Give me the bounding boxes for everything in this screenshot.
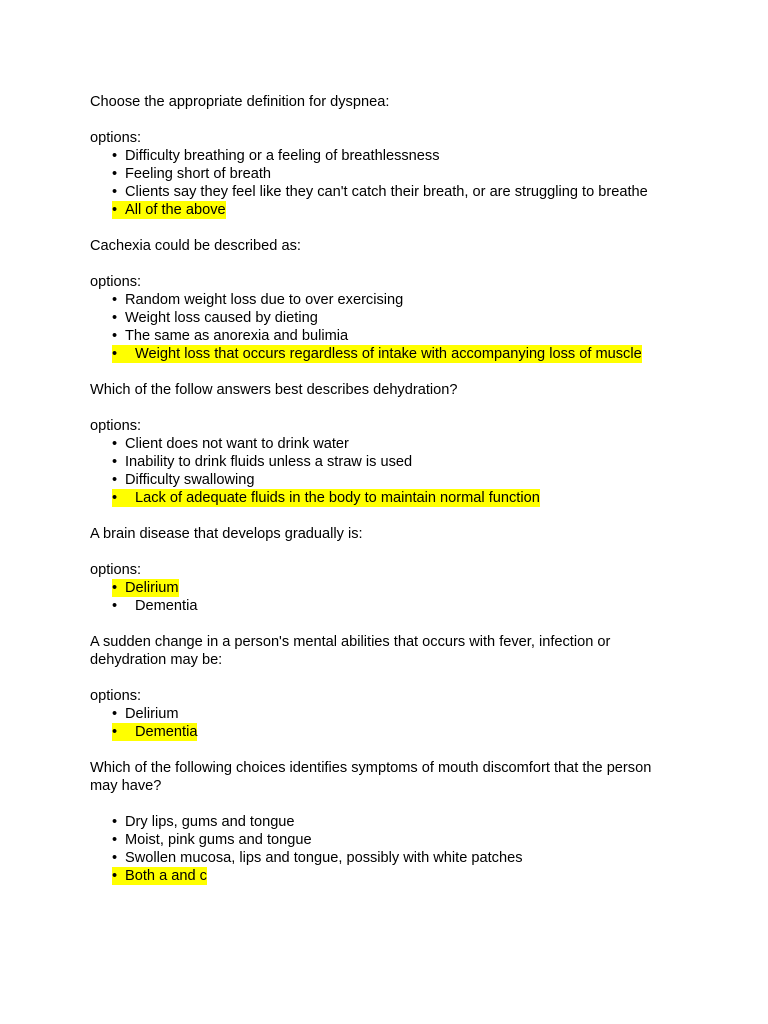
list-item [112, 291, 690, 309]
options-list [90, 291, 690, 363]
list-item [112, 309, 690, 327]
question-prompt-line1: Which of the following choices identifies symptoms of mouth discomfort that the person [90, 760, 652, 776]
list-item [112, 183, 690, 201]
question-6 [90, 759, 690, 885]
question-4 [90, 525, 690, 615]
option-text: Difficulty swallowing [125, 472, 255, 488]
options-list [90, 147, 690, 219]
option-text: Dementia [135, 598, 198, 614]
options-list [90, 813, 690, 885]
options-label: options: [90, 130, 142, 146]
option-text: Random weight loss due to over exercising [125, 292, 404, 308]
option-text: Client does not want to drink water [125, 436, 349, 452]
options-label: options: [90, 418, 142, 434]
option-text: Dry lips, gums and tongue [125, 814, 295, 830]
highlight-mark [112, 489, 540, 507]
list-item [112, 849, 690, 867]
highlight-mark [112, 723, 197, 741]
bullet-icon: • [112, 292, 118, 308]
bullet-icon: • [112, 328, 118, 344]
options-list [90, 579, 690, 615]
question-prompt-line1: A sudden change in a person's mental abilities that occurs with fever, infection or [90, 634, 611, 650]
list-item [112, 705, 690, 723]
list-item-highlighted [112, 201, 690, 219]
bullet-icon: • [112, 724, 118, 740]
option-text: Weight loss that occurs regardless of intake with accompanying loss of muscle [135, 346, 642, 362]
option-text: Feeling short of breath [125, 166, 272, 182]
option-text: Delirium [125, 580, 179, 596]
bullet-icon: • [112, 202, 118, 218]
question-3 [90, 381, 690, 507]
bullet-icon: • [112, 310, 118, 326]
list-item [112, 597, 690, 615]
bullet-icon: • [112, 814, 118, 830]
option-text: Difficulty breathing or a feeling of breathlessness [125, 148, 440, 164]
question-2 [90, 237, 690, 363]
options-label: options: [90, 562, 142, 578]
bullet-icon: • [112, 706, 118, 722]
list-item [112, 435, 690, 453]
bullet-icon: • [112, 166, 118, 182]
option-text: Clients say they feel like they can't catch their breath, or are struggling to breathe [125, 184, 648, 200]
list-item [112, 165, 690, 183]
list-item-highlighted [112, 579, 690, 597]
options-list [90, 435, 690, 507]
list-item-highlighted [112, 723, 690, 741]
bullet-icon: • [112, 868, 118, 884]
list-item [112, 453, 690, 471]
option-text: Lack of adequate fluids in the body to maintain normal function [135, 490, 540, 506]
bullet-icon: • [112, 850, 118, 866]
option-text: Both a and c [125, 868, 207, 884]
list-item [112, 813, 690, 831]
option-text: All of the above [125, 202, 226, 218]
bullet-icon: • [112, 472, 118, 488]
highlight-mark [112, 867, 207, 885]
bullet-icon: • [112, 490, 118, 506]
highlight-mark [112, 201, 226, 219]
bullet-icon: • [112, 832, 118, 848]
question-prompt: Cachexia could be described as: [90, 238, 301, 254]
highlight-mark [112, 345, 642, 363]
option-text: Inability to drink fluids unless a straw is used [125, 454, 413, 470]
list-item-highlighted [112, 867, 690, 885]
list-item [112, 147, 690, 165]
bullet-icon: • [112, 346, 118, 362]
highlight-mark [112, 579, 179, 597]
bullet-icon: • [112, 184, 118, 200]
question-prompt-line2: dehydration may be: [90, 652, 223, 668]
option-text: Delirium [125, 706, 179, 722]
option-text: Weight loss caused by dieting [125, 310, 318, 326]
list-item-highlighted [112, 489, 690, 507]
question-1 [90, 93, 690, 219]
bullet-icon: • [112, 436, 118, 452]
question-5 [90, 633, 690, 741]
list-item-highlighted [112, 345, 690, 363]
list-item [112, 831, 690, 849]
question-prompt: Which of the follow answers best describes dehydration? [90, 382, 458, 398]
option-text: Dementia [135, 724, 198, 740]
options-label: options: [90, 274, 142, 290]
question-prompt-line2: may have? [90, 778, 162, 794]
options-label: options: [90, 688, 142, 704]
question-prompt: Choose the appropriate definition for dyspnea: [90, 94, 390, 110]
question-prompt: A brain disease that develops gradually is: [90, 526, 363, 542]
bullet-icon: • [112, 598, 118, 614]
list-item [112, 327, 690, 345]
option-text: The same as anorexia and bulimia [125, 328, 349, 344]
bullet-icon: • [112, 454, 118, 470]
bullet-icon: • [112, 148, 118, 164]
options-list [90, 705, 690, 741]
list-item [112, 471, 690, 489]
bullet-icon: • [112, 580, 118, 596]
option-text: Moist, pink gums and tongue [125, 832, 312, 848]
option-text: Swollen mucosa, lips and tongue, possibly with white patches [125, 850, 523, 866]
document-page [90, 93, 690, 885]
